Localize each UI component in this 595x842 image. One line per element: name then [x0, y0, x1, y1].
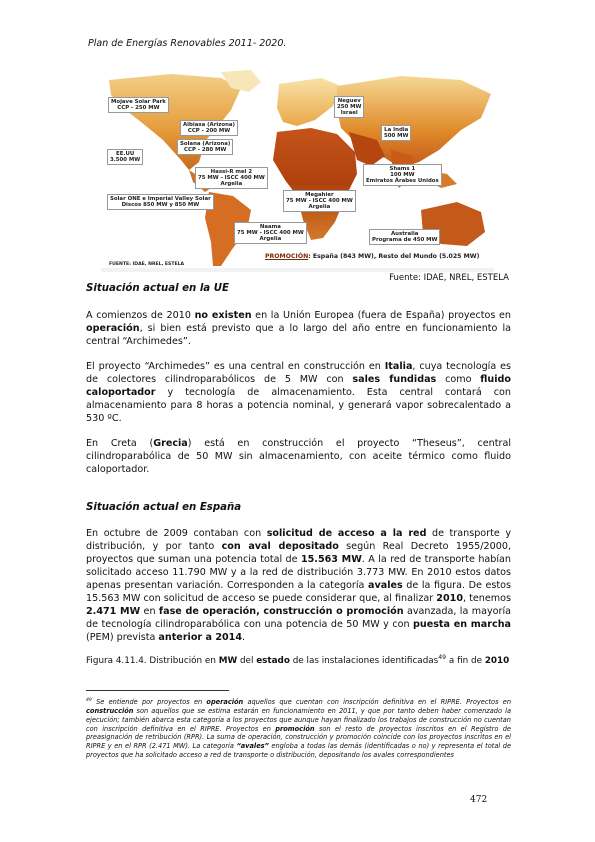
bold-run: 15.563 MW: [300, 554, 362, 565]
bold-run: “avales”: [236, 742, 269, 751]
map-label-solana: Solana (Arizona) CCP - 280 MW: [177, 139, 233, 155]
map-label-solar-one: Solar ONE e Imperial Valley Solar Discos 850 MW y 850 MW: [107, 194, 214, 210]
bold-run: Grecia: [153, 438, 188, 449]
map-label-albiasa: Albiasa (Arizona) CCP - 200 MW: [180, 120, 238, 136]
bold-run: 2010: [484, 655, 510, 666]
text-run: aquellos que cuentan con inscripción definitiva en el RIPRE. Proyectos en: [243, 698, 511, 707]
map-label-naama: Naama 75 MW - ISCC 400 MW Argelia: [234, 222, 307, 244]
map-label-mojave: Mojave Solar Park CCP - 250 MW: [108, 97, 169, 113]
section-title-espana: Situación actual en España: [86, 502, 242, 513]
text-run: , tenemos: [463, 593, 511, 604]
bold-run: anterior a 2014: [158, 632, 243, 643]
bold-run: Italia: [384, 361, 413, 372]
text-run: Se entiende por proyectos en: [91, 698, 207, 707]
text-run: . A la red de transporte habían solicitado acceso 11.790 MW y a la red de distribución 3.773 MW. En 2010 estos datos apenas presentan variación. Corresponden a la categoría: [86, 554, 511, 591]
bold-run: estado: [256, 655, 290, 666]
map-label-eeuu: EE.UU 3.500 MW: [107, 149, 143, 165]
bold-run: fluido caloportador: [86, 374, 511, 398]
text-run: A comienzos de 2010: [86, 310, 195, 321]
map-inset-source: FUENTE: IDAE, NREL, ESTELA: [109, 262, 185, 267]
text-run: como: [436, 374, 481, 385]
text-run: de transporte y distribución, y por tanto: [86, 528, 511, 552]
bold-run: no existen: [194, 310, 252, 321]
text-run: avanzada, la mayoría de tecnología cilindroparabólica con una potencia de 50 MW y con: [86, 606, 511, 630]
text-run: del: [237, 655, 257, 666]
section-title-ue: Situación actual en la UE: [86, 283, 229, 294]
bold-run: fase de operación, construcción o promoción: [158, 606, 404, 617]
bold-run: sales fundidas: [352, 374, 437, 385]
bold-run: operación: [86, 323, 140, 334]
text-run: , si bien está previsto que a lo largo del año entre en funcionamiento la central “Archimedes”.: [86, 323, 511, 347]
text-run: según Real Decreto 1955/2000, proyectos que suman una potencia total de: [86, 541, 511, 565]
bold-run: MW: [218, 655, 238, 666]
figure-caption: [86, 654, 516, 666]
map-promocion-legend: [265, 253, 479, 260]
footnote-ref: 49: [86, 698, 92, 703]
text-run: son el resto de proyectos inscritos en el Registro de preasignación de retribución (RPR). La suma de operación, construcción y promoción coincide con los proyectos inscritos en el RIPRE y en el RPR (2.471 MW). La categoría: [86, 724, 511, 751]
text-run: , cuya tecnología es de colectores cilindroparabólicos de 5 MW con: [86, 361, 511, 385]
promocion-text: : España (843 MW), Resto del Mundo (5.025 MW): [308, 253, 480, 260]
bold-run: promoción: [275, 724, 315, 733]
map-label-australia: Australia Programa de 450 MW: [369, 229, 440, 245]
text-run: son aquellos que se estima estarán en funcionamiento en 2011, y que por tanto deben haber comenzado la ejecución; también abarca esta categoría a los proyectos que aunque hayan finalizado los trabajos de construcción no cuentan con inscripción definitiva en el RIPRE. Proyectos en: [86, 706, 511, 733]
page-number: 472: [470, 795, 488, 805]
paragraph-ue-1: [86, 309, 511, 348]
bold-run: construcción: [86, 706, 134, 715]
map-label-india: La India 500 MW: [381, 125, 411, 141]
text-run: en: [140, 606, 159, 617]
footnote-ref: 49: [438, 654, 447, 661]
footnote-49: [86, 697, 511, 760]
map-label-neguev: Neguev 250 MW Israel: [334, 96, 364, 118]
map-label-shams: Shams 1 100 MW Emiratos Árabes Unidos: [363, 164, 442, 186]
text-run: de las instalaciones identificadas: [289, 655, 439, 666]
text-run: en la Unión Europea (fuera de España) proyectos en: [251, 310, 511, 321]
paragraph-ue-2: [86, 360, 511, 425]
footnote-rule: [86, 690, 229, 691]
map-label-hassi-r-mel: Hassi-R mel 2 75 MW - ISCC 400 MW Argelia: [195, 167, 268, 189]
text-run: ) está en construcción el proyecto “Theseus”, central cilindroparabólica de 50 MW sin almacenamiento, con aceite térmico como fluido caloportador.: [86, 438, 511, 475]
text-run: engloba a todas las demás (identificadas o no) y representa el total de proyectos que ha solicitado acceso a red de transporte o distribución, depositando los avales correspondientes: [86, 742, 511, 759]
text-run: En octubre de 2009 contaban con: [86, 528, 267, 539]
bold-run: 2010: [436, 593, 463, 604]
bold-run: operación: [206, 698, 244, 707]
bold-run: solicitud de acceso a la red: [266, 528, 427, 539]
promocion-label: PROMOCIÓN: [265, 253, 309, 260]
paragraph-ue-3: [86, 437, 511, 476]
text-run: En Creta (: [86, 438, 154, 449]
bold-run: con aval depositado: [221, 541, 339, 552]
text-run: de la figura. De estos 15.563 MW con solicitud de acceso se puede considerar que, al finalizar: [86, 580, 511, 604]
world-solar-map: [101, 70, 494, 272]
running-header: Plan de Energías Renovables 2011- 2020.: [88, 38, 287, 49]
text-run: El proyecto “Archimedes” es una central en construcción en: [86, 361, 385, 372]
text-run: y tecnología de almacenamiento. Esta central contará con almacenamiento para 8 horas a potencia nominal, y generará vapor sobrecalentado a 530 ºC.: [86, 387, 511, 424]
paragraph-espana-1: [86, 527, 511, 644]
text-run: Figura 4.11.4. Distribución en: [86, 655, 219, 666]
bold-run: avales: [368, 580, 403, 591]
figure-source: Fuente: IDAE, NREL, ESTELA: [389, 273, 509, 283]
text-run: a fin de: [446, 655, 485, 666]
map-label-megahier: Megahier 75 MW - ISCC 400 MW Argelia: [283, 190, 356, 212]
bold-run: 2.471 MW: [86, 606, 141, 617]
bold-run: puesta en marcha: [413, 619, 511, 630]
text-run: (PEM) prevista: [86, 632, 159, 643]
text-run: .: [242, 632, 246, 643]
